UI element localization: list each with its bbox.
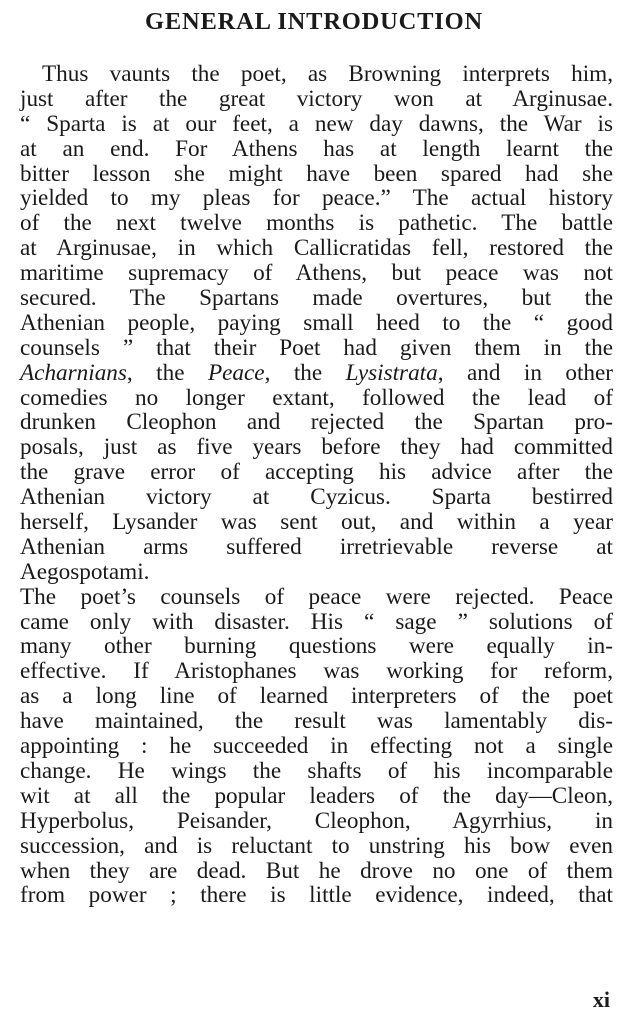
text-line: just after the great victory won at Arginusae. [20, 85, 613, 112]
text-line: have maintained, the result was lamentably dis- [20, 708, 613, 735]
text-line: at Arginusae, in which Callicratidas fell, restored the [20, 235, 613, 262]
text-line: as a long line of learned interpreters of the poet [20, 683, 613, 710]
text-line: Athenian arms suffered irretrievable reverse at [20, 533, 613, 560]
paragraph-2 [20, 585, 613, 909]
title-peace: Peace [207, 359, 265, 386]
text-fragment: , and in other [437, 359, 614, 386]
text-line: Athenian people, paying small heed to the “ good [20, 309, 613, 336]
text-line: many other burning questions were equally in- [20, 633, 613, 660]
text-line: succession, and is reluctant to unstring his bow even [20, 832, 613, 859]
text-line: effective. If Aristophanes was working for reform, [20, 658, 613, 685]
text-line: when they are dead. But he drove no one of them [20, 857, 613, 884]
text-line: counsels ” that their Poet had given them in the [20, 334, 613, 361]
page-number: xi [592, 987, 610, 1012]
text-line: of the next twelve months is pathetic. The battle [20, 210, 613, 237]
paragraph-1 [20, 62, 613, 585]
text-line: Athenian victory at Cyzicus. Sparta bestirred [20, 484, 613, 511]
text-line: bitter lesson she might have been spared had she [20, 160, 613, 187]
text-line: Hyperbolus, Peisander, Cleophon, Agyrrhius, in [20, 807, 613, 834]
running-header: GENERAL INTRODUCTION [145, 8, 483, 35]
text-line: yielded to my pleas for peace.” The actual history [20, 185, 613, 212]
text-line: Thus vaunts the poet, as Browning interprets him, [42, 61, 613, 87]
text-line: came only with disaster. His “ sage ” solutions of [20, 608, 613, 635]
body-text [20, 62, 613, 908]
text-line: wit at all the popular leaders of the day—Cleon, [20, 782, 613, 809]
text-line: secured. The Spartans made overtures, but the [20, 285, 613, 312]
text-line: drunken Cleophon and rejected the Spartan pro- [20, 409, 613, 436]
text-line: “ Sparta is at our feet, a new day dawns, the War is [20, 110, 613, 137]
title-acharnians: Acharnians [20, 359, 127, 386]
text-fragment: , the [264, 359, 346, 386]
text-line: at an end. For Athens has at length learnt the [20, 135, 613, 162]
text-line: herself, Lysander was sent out, and within a year [20, 509, 613, 536]
text-line: the grave error of accepting his advice after the [20, 459, 613, 486]
text-line: posals, just as five years before they had committed [20, 434, 613, 461]
text-fragment: , the [126, 359, 208, 386]
text-line: The poet’s counsels of peace were rejected. Peace [20, 583, 613, 610]
text-line: maritime supremacy of Athens, but peace was not [20, 260, 613, 287]
text-line: change. He wings the shafts of his incomparable [20, 757, 613, 784]
text-line: Aegospotami. [20, 558, 150, 585]
text-line: appointing : he succeeded in effecting not a single [20, 733, 613, 760]
text-line: comedies no longer extant, followed the lead of [20, 384, 613, 411]
title-lysistrata: Lysistrata [345, 359, 438, 386]
text-line-with-titles [20, 361, 613, 386]
text-line: from power ; there is little evidence, indeed, that [20, 882, 613, 909]
